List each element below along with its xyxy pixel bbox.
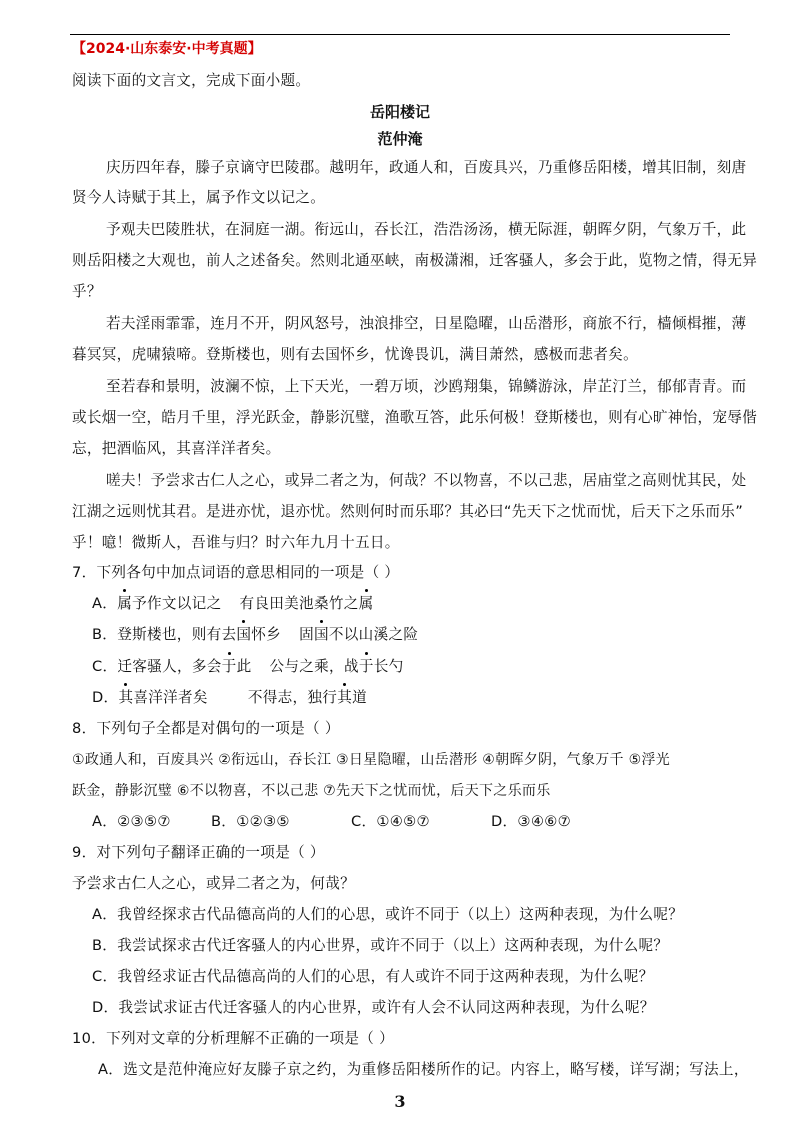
- passage-line: 江湖之远则忧其君。是进亦忧，退亦忧。然则何时而乐耶？其必曰“先天下之忧而忧，后天下之乐而乐”: [72, 503, 744, 520]
- sentence-part: 固: [299, 626, 314, 643]
- page-number: 3: [394, 1092, 406, 1111]
- q7-option-b[interactable]: [92, 624, 418, 646]
- dotted-word: 其: [337, 687, 352, 709]
- question-8-stem: 8．下列句子全都是对偶句的一项是（ ）: [72, 720, 340, 737]
- passage-line: 暮冥冥，虎啸猿啼。登斯楼也，则有去国怀乡，忧谗畏讥，满目萧然，感极而悲者矣。: [72, 346, 638, 363]
- q10-option-a[interactable]: A．选文是范仲淹应好友滕子京之约，为重修岳阳楼所作的记。内容上，略写楼，详写湖；写法上，: [98, 1061, 749, 1078]
- dotted-word: 属: [117, 593, 132, 615]
- sentence-part: 公与之乘，战: [269, 658, 359, 675]
- sentence-part: 不以山溪之险: [328, 626, 419, 643]
- q8-option-b[interactable]: B．①②③⑤: [211, 813, 290, 830]
- option-label: A．: [92, 595, 118, 612]
- header-rule: [70, 34, 730, 35]
- question-9-stem: 9．对下列句子翻译正确的一项是（ ）: [72, 844, 325, 861]
- question-10-stem: 10．下列对文章的分析理解不正确的一项是（ ）: [72, 1030, 394, 1047]
- passage-line: 则岳阳楼之大观也，前人之述备矣。然则北通巫峡，南极潇湘，迁客骚人，多会于此，览物之情，得无异: [72, 252, 758, 269]
- q8-sentences-line: 跃金，静影沉璧 ⑥不以物喜，不以己悲 ⑦先天下之忧而忧，后天下之乐而乐: [72, 783, 551, 799]
- exam-source-tag: 【2024·山东泰安·中考真题】: [72, 41, 262, 57]
- instruction: 阅读下面的文言文，完成下面小题。: [72, 72, 311, 89]
- q9-option-b[interactable]: B．我尝试探求古代迁客骚人的内心世界，或许不同于（以上）这两种表现，为什么呢？: [92, 937, 669, 954]
- q9-option-d[interactable]: D．我尝试求证古代迁客骚人的内心世界，或许有人会不认同这两种表现，为什么呢？: [92, 999, 655, 1016]
- sentence-part: 喜洋洋者矣: [133, 689, 208, 706]
- sentence-part: 道: [352, 689, 368, 706]
- dotted-word: 属: [359, 593, 374, 615]
- q8-option-c[interactable]: C．①④⑤⑦: [351, 813, 430, 830]
- dotted-word: 国: [236, 624, 251, 646]
- option-label: D．: [92, 689, 119, 706]
- q7-option-c[interactable]: [92, 656, 404, 678]
- text-title: 岳阳楼记: [369, 103, 430, 121]
- q9-option-a[interactable]: A．我曾经探求古代品德高尚的人们的心思，或许不同于（以上）这两种表现，为什么呢？: [92, 906, 684, 923]
- passage-line: 若夫淫雨霏霏，连月不开，阴风怒号，浊浪排空，日星隐曜，山岳潜形，商旅不行，樯倾楫摧，薄: [106, 315, 747, 332]
- sentence-part: 有良田美池桑竹之: [239, 595, 359, 612]
- passage-line: 贤今人诗赋于其上，属予作文以记之。: [72, 189, 326, 206]
- passage-line: 或长烟一空，皓月千里，浮光跃金，静影沉璧，渔歌互答，此乐何极！登斯楼也，则有心旷神怡，宠辱偕: [72, 409, 758, 426]
- passage-line: 至若春和景明，波澜不惊，上下天光，一碧万顷，沙鸥翔集，锦鳞游泳，岸芷汀兰，郁郁青青。而: [106, 378, 747, 395]
- dotted-word: 于: [359, 656, 374, 678]
- passage-line: 庆历四年春，滕子京谪守巴陵郡。越明年，政通人和，百废具兴，乃重修岳阳楼，增其旧制，刻唐: [106, 159, 747, 176]
- sentence-part: 予作文以记之: [132, 595, 222, 612]
- option-label: C．: [92, 658, 118, 675]
- sentence-part: 不得志，独行: [247, 689, 338, 706]
- passage-line: 忘，把酒临风，其喜洋洋者矣。: [72, 440, 281, 457]
- question-7-stem: 7．下列各句中加点词语的意思相同的一项是（ ）: [72, 564, 400, 581]
- q9-option-c[interactable]: C．我曾经求证古代品德高尚的人们的心思，有人或许不同于这两种表现，为什么呢？: [92, 968, 654, 985]
- passage-line: 乎？: [72, 283, 102, 300]
- sentence-part: 此: [236, 658, 252, 675]
- q8-option-a[interactable]: A．②③⑤⑦: [92, 813, 171, 830]
- q9-sentence: 予尝求古仁人之心，或异二者之为，何哉？: [72, 875, 355, 892]
- dotted-word: 其: [118, 687, 133, 709]
- option-label: B．: [92, 626, 118, 643]
- passage-line: 予观夫巴陵胜状，在洞庭一湖。衔远山，吞长江，浩浩汤汤，横无际涯，朝晖夕阴，气象万千，此: [106, 221, 747, 238]
- sentence-part: 怀乡: [251, 626, 282, 643]
- author: 范仲淹: [377, 130, 423, 148]
- sentence-part: 迁客骚人，多会: [117, 658, 222, 675]
- q7-option-d[interactable]: [92, 687, 367, 709]
- q8-sentences-line: ①政通人和，百废具兴 ②衔远山，吞长江 ③日星隐曜，山岳潜形 ④朝晖夕阴，气象万千 ⑤浮光: [72, 752, 671, 768]
- passage-line: 嗟夫！予尝求古仁人之心，或异二者之为，何哉？不以物喜，不以己悲，居庙堂之高则忧其民，处: [106, 472, 747, 489]
- sentence-part: 登斯楼也，则有去: [117, 626, 237, 643]
- dotted-word: 国: [314, 624, 329, 646]
- passage-line: 乎！噫！微斯人，吾谁与归？时六年九月十五日。: [72, 534, 400, 551]
- q8-option-d[interactable]: D．③④⑥⑦: [491, 813, 571, 830]
- q7-option-a[interactable]: [92, 593, 374, 615]
- sentence-part: 长勺: [373, 658, 404, 675]
- dotted-word: 于: [222, 656, 237, 678]
